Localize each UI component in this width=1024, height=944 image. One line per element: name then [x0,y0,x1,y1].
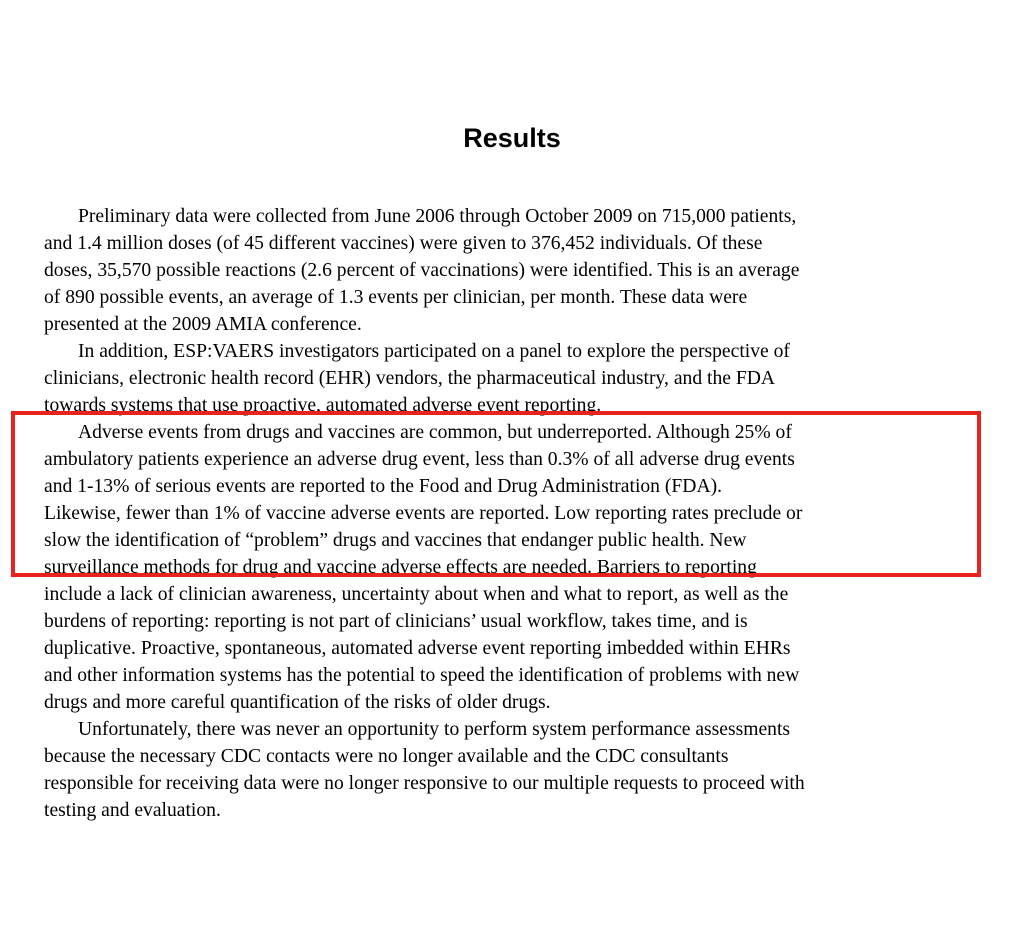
paragraph-3-line: surveillance methods for drug and vaccine adverse effects are needed. Barriers to reporting [44,557,757,578]
paragraph-1-line: doses, 35,570 possible reactions (2.6 percent of vaccinations) were identified. This is an average [44,260,800,281]
paragraph-1-line: presented at the 2009 AMIA conference. [44,314,362,335]
paragraph-3-line: drugs and more careful quantification of the risks of older drugs. [44,692,551,713]
paragraph-3-line: and 1-13% of serious events are reported to the Food and Drug Administration (FDA). [44,476,723,497]
paragraph-2-line: clinicians, electronic health record (EHR) vendors, the pharmaceutical industry, and the FDA [44,368,776,389]
paragraph-3-line: ambulatory patients experience an adverse drug event, less than 0.3% of all adverse drug events [44,449,795,470]
paragraph-4-line: testing and evaluation. [44,800,221,821]
paragraph-3-line: Adverse events from drugs and vaccines are common, but underreported. Although 25% of [78,422,792,443]
paragraph-3-line: slow the identification of “problem” drugs and vaccines that endanger public health. New [44,530,747,551]
paragraph-3-line: and other information systems has the potential to speed the identification of problems with new [44,665,800,686]
paragraph-2-line: towards systems that use proactive, automated adverse event reporting. [44,395,602,416]
paragraph-1-line: Preliminary data were collected from June 2006 through October 2009 on 715,000 patients, [78,206,797,227]
paragraph-4-line: because the necessary CDC contacts were no longer available and the CDC consultants [44,746,729,767]
paragraph-3-line: duplicative. Proactive, spontaneous, automated adverse event reporting imbedded within EHRs [44,638,791,659]
paragraph-1-line: of 890 possible events, an average of 1.3 events per clinician, per month. These data were [44,287,748,308]
paragraph-1-line: and 1.4 million doses (of 45 different vaccines) were given to 376,452 individuals. Of these [44,233,763,254]
paragraph-3-line: burdens of reporting: reporting is not part of clinicians’ usual workflow, takes time, and is [44,611,748,632]
paragraph-4-line: responsible for receiving data were no longer responsive to our multiple requests to proceed with [44,773,805,794]
section-title: Results [463,123,561,153]
paragraph-3-line: include a lack of clinician awareness, uncertainty about when and what to report, as well as the [44,584,789,605]
paragraph-2-line: In addition, ESP:VAERS investigators participated on a panel to explore the perspective of [78,341,790,362]
paragraph-3-line: Likewise, fewer than 1% of vaccine adverse events are reported. Low reporting rates preclude or [44,503,803,524]
paragraph-4-line: Unfortunately, there was never an opportunity to perform system performance assessments [78,719,791,740]
